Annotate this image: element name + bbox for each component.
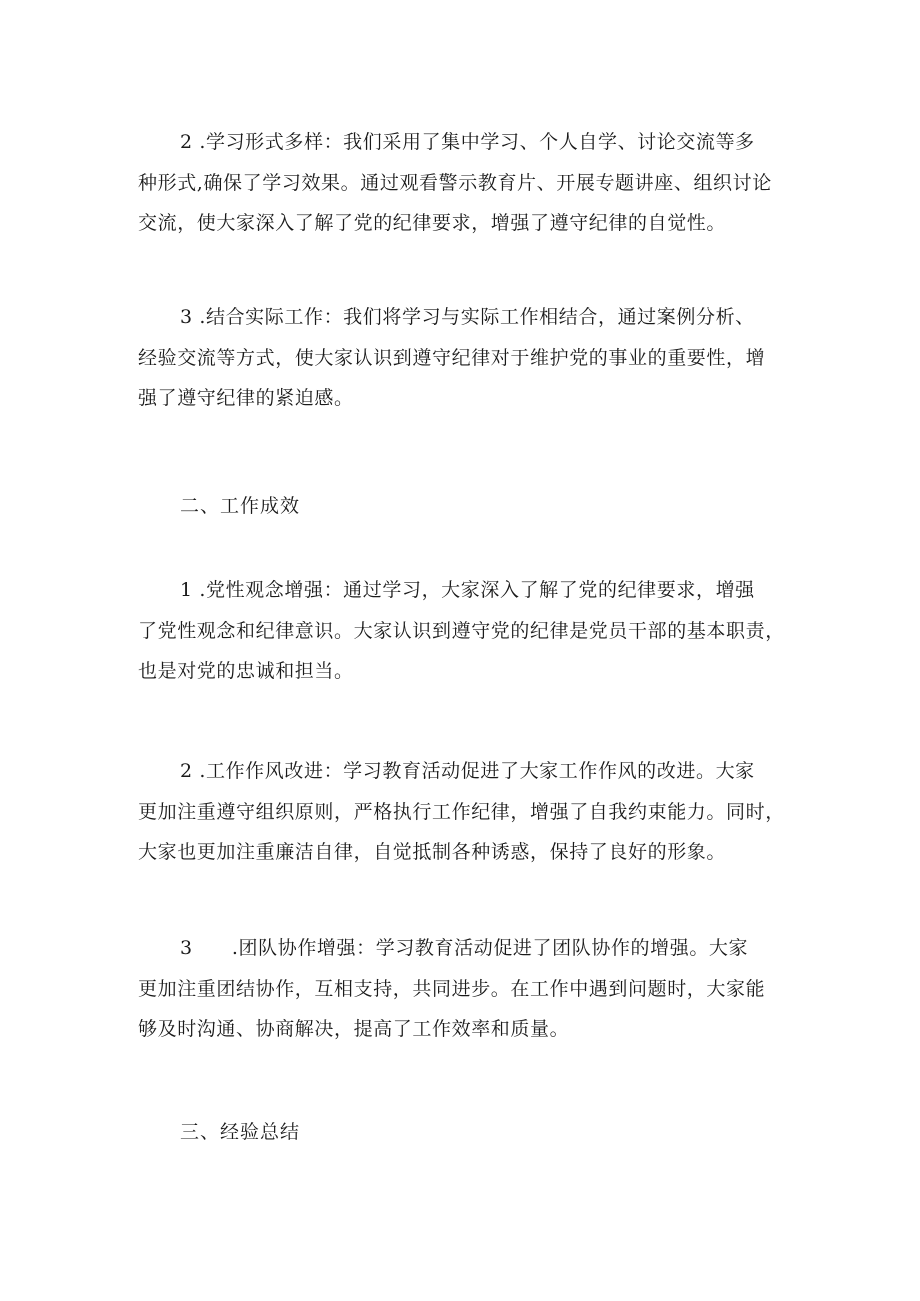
paragraph-line: 2 .学习形式多样：我们采用了集中学习、个人自学、讨论交流等多 [180,131,755,153]
paragraph-line: 更加注重遵守组织原则，严格执行工作纪律，增强了自我约束能力。同时， [138,800,785,823]
paragraph-work-style [138,751,798,873]
paragraph-line: 3 .结合实际工作：我们将学习与实际工作相结合，通过案例分析、 [180,306,755,328]
paragraph-party-spirit [138,570,798,692]
paragraph-line: 大家也更加注重廉洁自律，自觉抵制各种诱惑，保持了良好的形象。 [138,841,727,863]
paragraph-practical-work [138,297,798,419]
paragraph-line: 交流，使大家深入了解了党的纪律要求，增强了遵守纪律的自觉性。 [138,212,727,234]
paragraph-line: 1 .党性观念增强：通过学习，大家深入了解了党的纪律要求，增强 [180,579,755,601]
paragraph-line: 种形式,确保了学习效果。通过观看警示教育片、开展专题讲座、组织讨论 [138,171,772,194]
paragraph-teamwork [138,928,798,1050]
paragraph-line: 更加注重团结协作，互相支持，共同进步。在工作中遇到问题时，大家能 [138,977,766,1000]
section-heading-results: 二、工作成效 [180,495,301,517]
paragraph-line: 2 .工作作风改进：学习教育活动促进了大家工作作风的改进。大家 [180,760,755,782]
paragraph-line: 了党性观念和纪律意识。大家认识到遵守党的纪律是党员干部的基本职责， [138,619,785,642]
paragraph-line: 3 .团队协作增强：学习教育活动促进了团队协作的增强。大家 [180,937,749,959]
paragraph-line: 够及时沟通、协商解决，提高了工作效率和质量。 [138,1018,570,1040]
section-heading-experience: 三、经验总结 [180,1121,301,1143]
paragraph-line: 经验交流等方式，使大家认识到遵守纪律对于维护党的事业的重要性，增 [138,346,766,369]
paragraph-line: 也是对党的忠诚和担当。 [138,660,354,682]
paragraph-learning-forms [138,122,798,244]
paragraph-line: 强了遵守纪律的紧迫感。 [138,387,354,409]
